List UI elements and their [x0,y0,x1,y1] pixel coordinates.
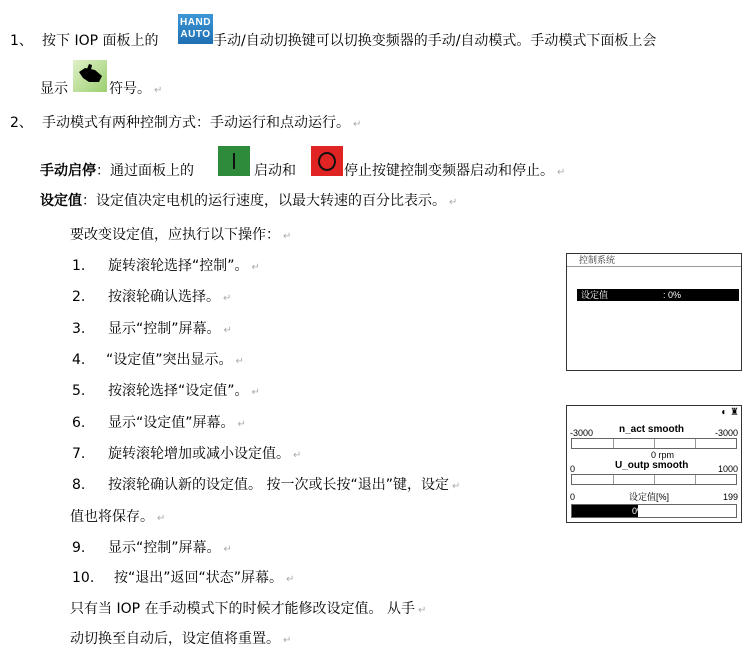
step-number: 10. [72,570,95,586]
manual-text-pre: ：通过面板上的 [96,163,194,179]
step-text: 按滚轮确认选择。 ↵ [108,289,232,305]
step-text: 按滚轮选择“设定值”。 ↵ [108,383,260,399]
manual-label: 手动启停 [40,163,96,179]
step-text: 按滚轮确认新的设定值。 按一次或长按“退出”键，设定 ↵ [108,477,461,493]
start-button-icon [218,146,250,176]
setpoint-bar [571,504,737,518]
setpoint-row-highlighted [577,289,739,301]
speed-name: n_act smooth [619,424,685,435]
step-text: 旋转滚轮选择“控制”。 ↵ [108,258,260,274]
status-icons [721,407,739,418]
step-text: 值也将保存。 ↵ [70,509,166,525]
step-text: “设定值”突出显示。 ↵ [106,352,244,368]
para2-number: 2、 [10,115,33,131]
steps-intro: 要改变设定值，应执行以下操作： ↵ [70,227,292,243]
setpoint-bar-fill [572,505,638,517]
para2-text: 手动模式有两种控制方式：手动运行和点动运行。 ↵ [42,115,362,131]
setpoint-row-value: : 0% [663,290,682,300]
para1-text-post: 手动/自动切换键可以切换变频器的手动/自动模式。手动模式下面板上会 [213,33,657,49]
step-number: 2. [72,289,86,305]
step-number: 6. [72,415,86,431]
setpoint-name: 设定值[%] [629,492,670,502]
step-number: 5. [72,383,86,399]
control-screen-header [567,254,741,267]
para1-line2-pre: 显示 [40,81,68,97]
fan-icon: ◐ [721,407,728,418]
step-text: 旋转滚轮增加或减小设定值。 ↵ [108,446,302,462]
step-number: 3. [72,321,86,337]
para1-line2-post: 符号。 ↵ [109,81,163,97]
step-number: 1. [72,258,86,274]
para1-number: 1、 [10,33,33,49]
speed-max: -3000 [714,428,738,438]
speed-bar [571,438,737,449]
setpoint-min: 0 [570,492,576,502]
step-number: 9. [72,540,86,556]
stop-button-icon [311,146,343,176]
control-screen-title: 控制系统 [579,255,616,265]
step-number: 4. [72,352,86,368]
drive-icon: ♜ [730,407,739,418]
final-note-line1: 只有当 IOP 在手动模式下的时候才能修改设定值。 从手 ↵ [70,601,427,617]
step-number: 8. [72,477,86,493]
final-note-line2: 动切换至自动后，设定值将重置。 ↵ [70,631,292,647]
para1-text-pre: 按下 IOP 面板上的 [42,33,159,49]
voltage-name: U_outp smooth [615,460,689,471]
setpoint-text: ：设定值决定电机的运行速度，以最大转速的百分比表示。 ↵ [82,193,458,209]
setpoint-label: 设定值 [40,193,82,209]
step-text: 按“退出”返回“状态”屏幕。 ↵ [114,570,295,586]
setpoint-value: 0% [632,506,646,516]
hand-auto-icon: HAND AUTO [178,14,213,44]
step-text: 显示“控制”屏幕。 ↵ [108,540,232,556]
setpoint-max: 199 [722,492,738,502]
voltage-max: 1000 [717,464,738,474]
voltage-bar [571,474,737,485]
step-text: 显示“设定值”屏幕。 ↵ [108,415,246,431]
voltage-min: 0 [570,464,576,474]
manual-text-post: 停止按键控制变频器启动和停止。 ↵ [344,163,566,179]
step-text: 显示“控制”屏幕。 ↵ [108,321,232,337]
hand-mode-icon [73,60,107,92]
control-screen-panel [566,253,742,371]
setpoint-row-label: 设定值 [581,290,609,300]
manual-text-start: 启动和 [254,163,296,179]
speed-min: -3000 [570,428,594,438]
speed-value: 0 rpm [651,450,675,460]
step-number: 7. [72,446,86,462]
setpoint-screen-panel [566,405,742,523]
